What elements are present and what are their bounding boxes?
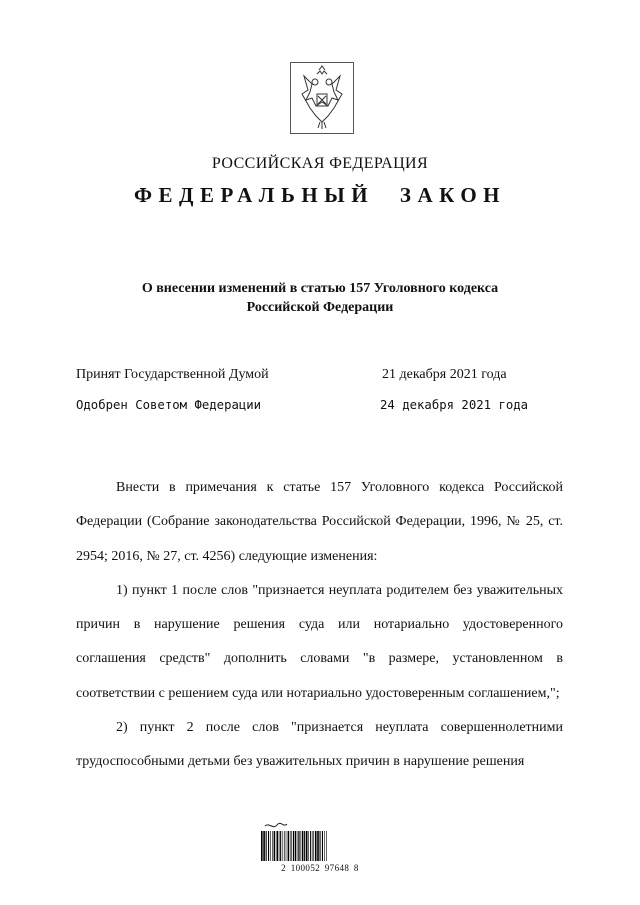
barcode-bar [263, 831, 265, 861]
barcode-bar [274, 831, 276, 861]
barcode-number: 2 100052 97648 8 [281, 863, 359, 873]
barcode-bar [284, 831, 285, 861]
barcode-bar [324, 831, 325, 861]
barcode-bar [302, 831, 304, 861]
council-approval-date: 24 декабря 2021 года [380, 398, 529, 412]
law-item-2: 2) пункт 2 после слов "признается неуплата совершеннолетними трудоспособными детьми без уважительных причин в нарушение решения [76, 720, 563, 770]
barcode-bar [298, 831, 299, 861]
law-type-heading: ФЕДЕРАЛЬНЫЙ ЗАКОН [134, 183, 506, 207]
law-intro-paragraph: Внести в примечания к статье 157 Уголовного кодекса Российской Федерации (Собрание законодательства Российской Федерации, 1996, № 25, ст. 2954; 2016, № 27, ст. 4256) следующие изменения: [76, 480, 563, 564]
signature-mark [265, 823, 287, 826]
barcode-bar [277, 831, 279, 861]
law-title [0, 279, 640, 317]
barcode-bar [268, 831, 269, 861]
barcode-bar [286, 831, 287, 861]
barcode-bar [299, 831, 300, 861]
barcode-bar [295, 831, 297, 861]
barcode-bar [288, 831, 290, 861]
barcode-bar [317, 831, 319, 861]
duma-adoption-row [76, 367, 556, 387]
duma-adoption-label: Принят Государственной Думой [76, 367, 269, 382]
barcode-bar [306, 831, 308, 861]
country-name: РОССИЙСКАЯ ФЕДЕРАЦИЯ [211, 155, 429, 172]
barcode-bar [272, 831, 273, 861]
barcode-bar [280, 831, 281, 861]
law-title-line-2: Российской Федерации [246, 300, 394, 315]
coat-of-arms-icon [290, 62, 354, 134]
council-approval-row [76, 398, 556, 418]
barcode-bar [291, 831, 292, 861]
law-body [76, 471, 563, 780]
duma-adoption-date: 21 декабря 2021 года [382, 367, 507, 382]
barcode-bar [279, 831, 280, 861]
barcode-bar [320, 831, 321, 861]
council-approval-label: Одобрен Советом Федерации [76, 398, 262, 412]
law-item-1: 1) пункт 1 после слов "признается неуплата родителем без уважительных причин в нарушение решения суда или нотариально удостоверенного соглашения средств" дополнить словами "в размере, установленном в соответствии с решением суда или нотариально удостоверенным соглашением,"; [76, 582, 563, 701]
barcode-bar [261, 831, 263, 861]
barcode-bar [313, 831, 314, 861]
barcode-bar [266, 831, 267, 861]
barcode-bar [322, 831, 323, 861]
barcode-bar [308, 831, 309, 861]
barcode-bar [310, 831, 311, 861]
barcode-bar [304, 831, 305, 861]
barcode-bar [293, 831, 294, 861]
barcode [259, 822, 329, 862]
law-title-line-1: О внесении изменений в статью 157 Уголовного кодекса [141, 281, 499, 296]
barcode-bar [315, 831, 317, 861]
barcode-bar [283, 831, 284, 861]
barcode-bar [270, 831, 271, 861]
barcode-bar [326, 831, 327, 861]
